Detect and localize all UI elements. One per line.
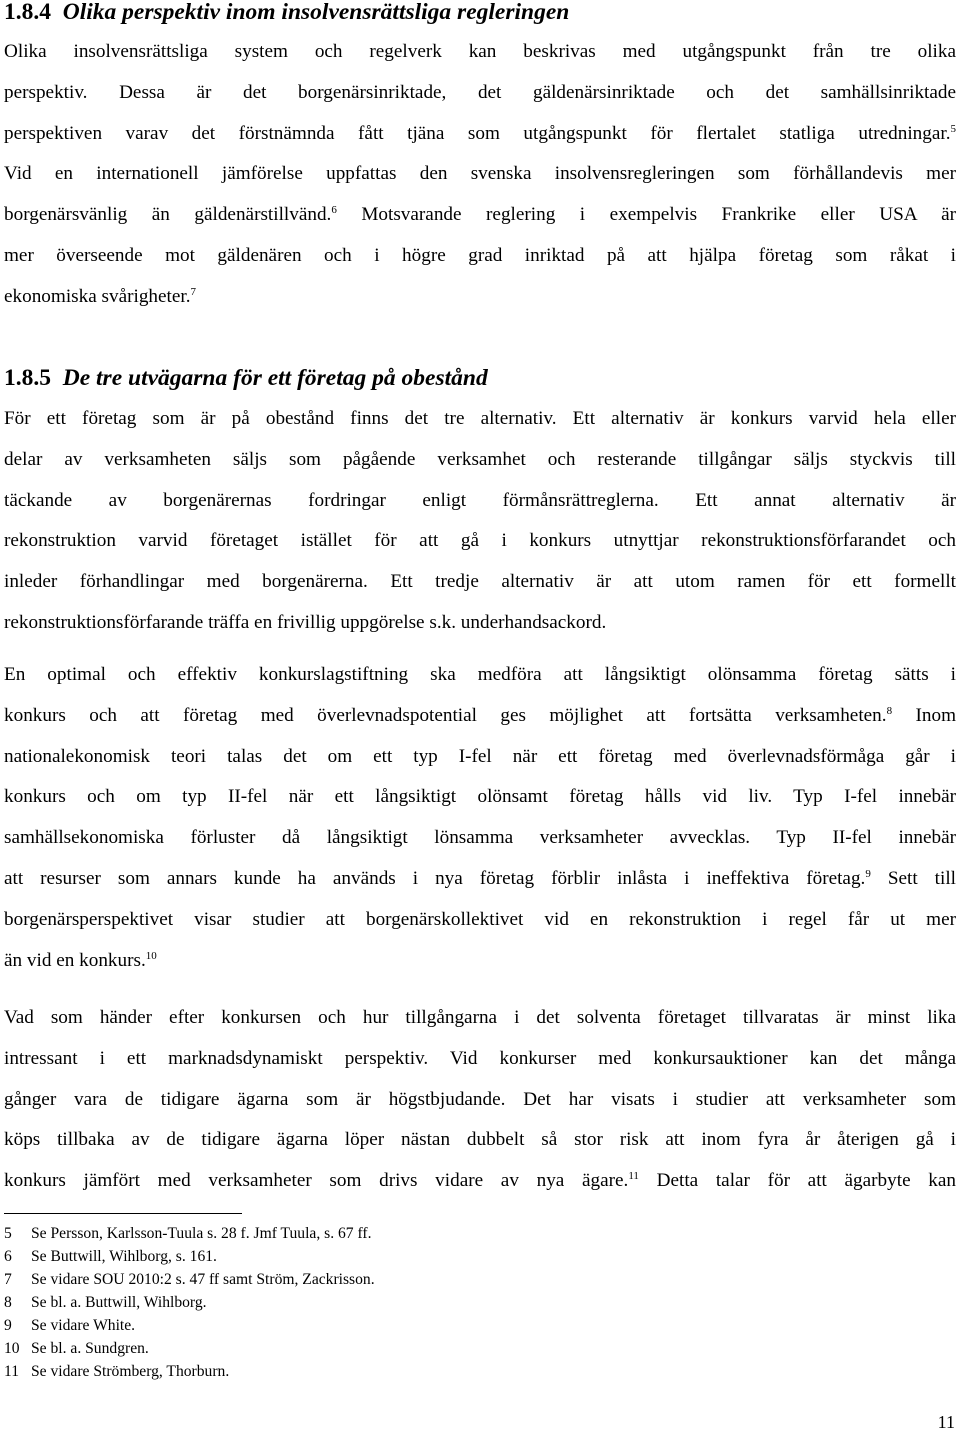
footnote-ref: 11 [628,1170,639,1183]
footnote-text: Se Persson, Karlsson-Tuula s. 28 f. Jmf Tuula, s. 67 ff. [31,1225,372,1242]
footnote-ref: 8 [886,704,893,717]
paragraph-optimal-bankruptcy-law [4,655,956,981]
text-line [4,114,956,155]
section-title: Olika perspektiv inom insolvensrättsliga regleringen [62,0,570,25]
footnote-number: 7 [4,1271,12,1288]
text-line: mer överseende mot gäldenären och i högre grad inriktad på att hjälpa företag som råkat i [4,244,956,266]
text-line: täckande av borgenärernas fordringar enligt förmånsrättreglerna. Ett annat alternativ är [4,489,956,511]
text-line: köps tillbaka av de tidigare ägarna löper nästan dubbelt så stor risk att inom fyra år återigen gå i [4,1129,956,1151]
footnote-ref: 10 [145,949,157,962]
footnote-item [4,1222,375,1245]
footnote-item [4,1360,375,1383]
footnote-ref: 9 [865,867,871,880]
section-heading-1-8-5 [4,364,488,392]
footnotes [4,1222,375,1383]
text-line [4,696,956,737]
text-segment: Inom [892,704,956,726]
footnote-number: 10 [4,1340,20,1357]
text-line: konkurs och om typ II-fel när ett långsiktigt olönsamt företag hålls vid liv. Typ I-fel innebär [4,786,956,808]
footnote-number: 11 [4,1363,20,1380]
text-line: borgenärsperspektivet visar studier att borgenärskollektivet vid en rekonstruktion i regel får ut mer [4,908,956,930]
page-number: 11 [937,1412,955,1432]
text-segment: borgenärsvänlig än gäldenärstillvänd. [4,204,332,226]
text-line [4,195,956,236]
text-line [4,941,956,982]
text-segment: att resurser som annars kunde ha används i nya företag förblir inlåsta i ineffektiva företag. [4,867,866,889]
text-segment: Detta talar för att ägarbyte kan [638,1170,956,1192]
text-segment: ekonomiska svårigheter. [4,285,191,307]
text-line: perspektiv. Dessa är det borgenärsinriktade, det gäldenärsinriktade och det samhällsinriktade [4,81,956,103]
footnote-separator [4,1213,242,1214]
text-line: rekonstruktionsförfarande träffa en frivillig uppgörelse s.k. underhandsackord. [4,611,607,633]
text-line: gånger vara de tidigare ägarna som är högstbjudande. Det har visats i studier att verksamheter som [4,1088,956,1110]
footnote-item [4,1314,375,1337]
text-segment: perspektiven varav det förstnämnda fått tjäna som utgångspunkt för flertalet statliga utredningar. [4,122,951,144]
section-number: 1.8.5 [4,365,51,391]
text-line: rekonstruktion varvid företaget istället för att gå i konkurs utnyttjar rekonstruktionsförfarandet och [4,530,956,552]
text-segment: konkurs jämfört med verksamheter som drivs vidare av nya ägare. [4,1170,629,1192]
footnote-item [4,1337,375,1360]
footnote-number: 5 [4,1225,12,1242]
text-line: samhällsekonomiska förluster då långsiktigt lönsamma verksamheter avvecklas. Typ II-fel innebär [4,827,956,849]
text-line: delar av verksamheten säljs som pågående verksamhet och resterande tillgångar säljs styckvis till [4,448,956,470]
text-segment: konkurs och att företag med överlevnadspotential ges möjlighet att fortsätta verksamheten. [4,704,887,726]
footnote-item [4,1291,375,1314]
text-line: Olika insolvensrättsliga system och regelverk kan beskrivas med utgångspunkt från tre olika [4,41,956,62]
footnote-item [4,1268,375,1291]
footnote-ref: 5 [950,122,956,135]
text-segment: Sett till [870,867,956,889]
text-line: Vid en internationell jämförelse uppfattas den svenska insolvensregleringen som förhållandevis mer [4,163,956,185]
footnote-text: Se vidare SOU 2010:2 s. 47 ff samt Ström, Zackrisson. [31,1271,375,1288]
section-number: 1.8.4 [4,0,51,25]
footnote-ref: 6 [331,204,337,217]
footnote-text: Se Buttwill, Wihlborg, s. 161. [31,1248,217,1265]
text-line: Vad som händer efter konkursen och hur tillgångarna i det solventa företaget tillvaratas är minst lika [4,1007,956,1028]
paragraph-three-alternatives [4,399,956,644]
footnote-text: Se vidare Strömberg, Thorburn. [31,1363,230,1380]
footnote-text: Se bl. a. Sundgren. [31,1340,149,1357]
text-segment: Motsvarande reglering i exempelvis Frankrike eller USA är [336,204,956,226]
paragraph-insolvency-perspectives [4,32,956,318]
footnote-text: Se vidare White. [31,1317,136,1334]
footnote-text: Se bl. a. Buttwill, Wihlborg. [31,1294,207,1311]
text-line: intressant i ett marknadsdynamiskt perspektiv. Vid konkurser med konkursauktioner kan det många [4,1047,956,1069]
text-line [4,859,956,900]
footnote-number: 9 [4,1317,12,1334]
text-line: inleder förhandlingar med borgenärerna. Ett tredje alternativ är att utom ramen för ett formellt [4,571,956,593]
footnote-item [4,1245,375,1268]
text-line [4,1161,956,1202]
footnote-number: 6 [4,1248,12,1265]
text-line: En optimal och effektiv konkurslagstiftning ska medföra att långsiktigt olönsamma företag sätts i [4,664,956,685]
section-title: De tre utvägarna för ett företag på obestånd [62,365,488,391]
section-heading-1-8-4 [4,0,569,26]
text-segment: än vid en konkurs. [4,949,146,971]
footnote-number: 8 [4,1294,12,1311]
text-line: nationalekonomisk teori talas det om ett typ I-fel när ett företag med överlevnadsförmåga går i [4,745,956,767]
paragraph-after-bankruptcy [4,998,956,1202]
footnote-ref: 7 [190,285,196,298]
text-line [4,277,956,318]
text-line: För ett företag som är på obestånd finns det tre alternativ. Ett alternativ är konkurs varvid hela eller [4,408,956,429]
